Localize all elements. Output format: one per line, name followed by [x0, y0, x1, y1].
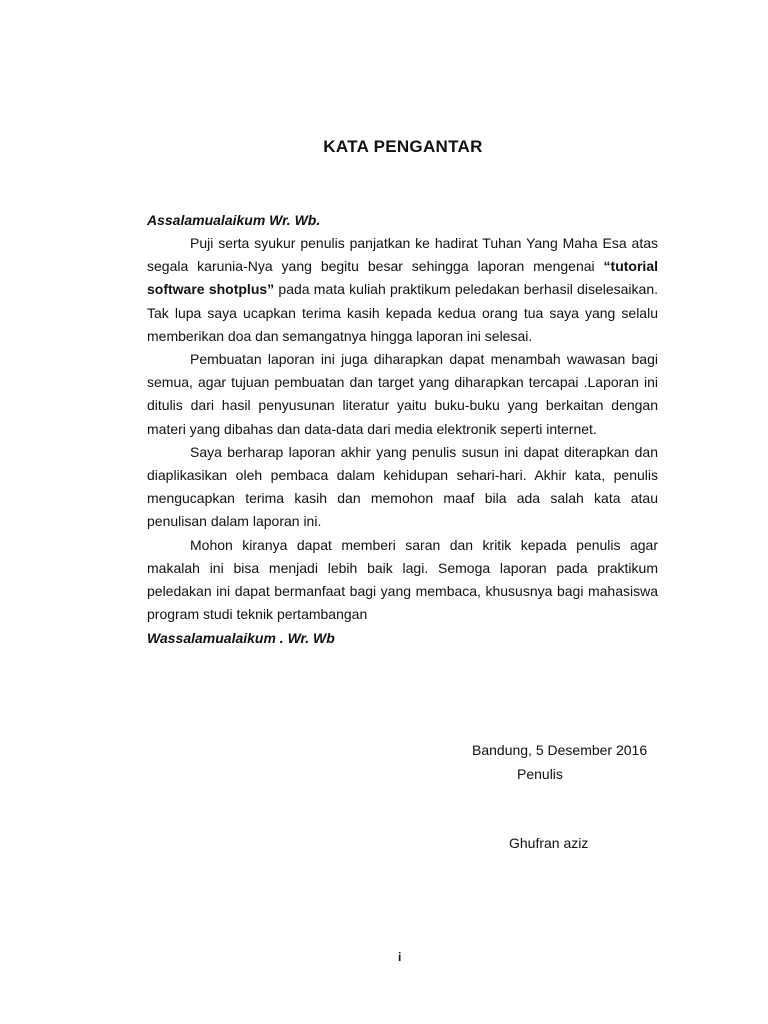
report-topic: “tutorial software shotplus” — [147, 258, 658, 298]
opening-greeting: Assalamualaikum Wr. Wb. — [147, 212, 321, 228]
paragraph-1 — [147, 232, 658, 348]
paragraph-1-text-start: Puji serta syukur penulis panjatkan ke hadirat Tuhan Yang Maha Esa atas segala karunia-Nya yang begitu besar sehingga laporan mengenai — [147, 235, 658, 275]
page-number: i — [398, 950, 402, 964]
place-and-date: Bandung, 5 Desember 2016 — [472, 742, 648, 758]
paragraph-1-text-end: pada mata kuliah praktikum peledakan berhasil diselesaikan. Tak lupa saya ucapkan terima kasih kepada kedua orang tua saya yang selalu memberikan doa dan semangatnya hingga laporan ini selesai. — [147, 281, 658, 344]
paragraph-3: Saya berharap laporan akhir yang penulis susun ini dapat diterapkan dan diaplikasikan oleh pembaca dalam kehidupan sehari-hari. Akhir kata, penulis mengucapkan terima kasih dan memohon maaf bila ada salah kata atau penulisan dalam laporan ini. — [147, 443, 658, 530]
signer-role: Penulis — [517, 766, 563, 782]
body-paragraphs — [147, 232, 658, 626]
signer-name: Ghufran aziz — [509, 835, 589, 851]
paragraph-2: Pembuatan laporan ini juga diharapkan dapat menambah wawasan bagi semua, agar tujuan pembuatan dan target yang diharapkan tercapai .Laporan ini ditulis dari hasil penyusunan literatur yaitu buku-buku yang berkaitan dengan materi yang dibahas dan data-data dari media elektronik seperti internet. — [147, 351, 658, 437]
page-title: KATA PENGANTAR — [323, 137, 483, 156]
paragraph-4: Mohon kiranya dapat memberi saran dan kritik kepada penulis agar makalah ini bisa menjadi lebih baik lagi. Semoga laporan pada praktikum peledakan ini dapat bermanfaat bagi yang membaca, khususnya bagi mahasiswa program studi teknik pertambangan — [147, 536, 658, 623]
closing-greeting: Wassalamualaikum . Wr. Wb — [147, 630, 335, 646]
